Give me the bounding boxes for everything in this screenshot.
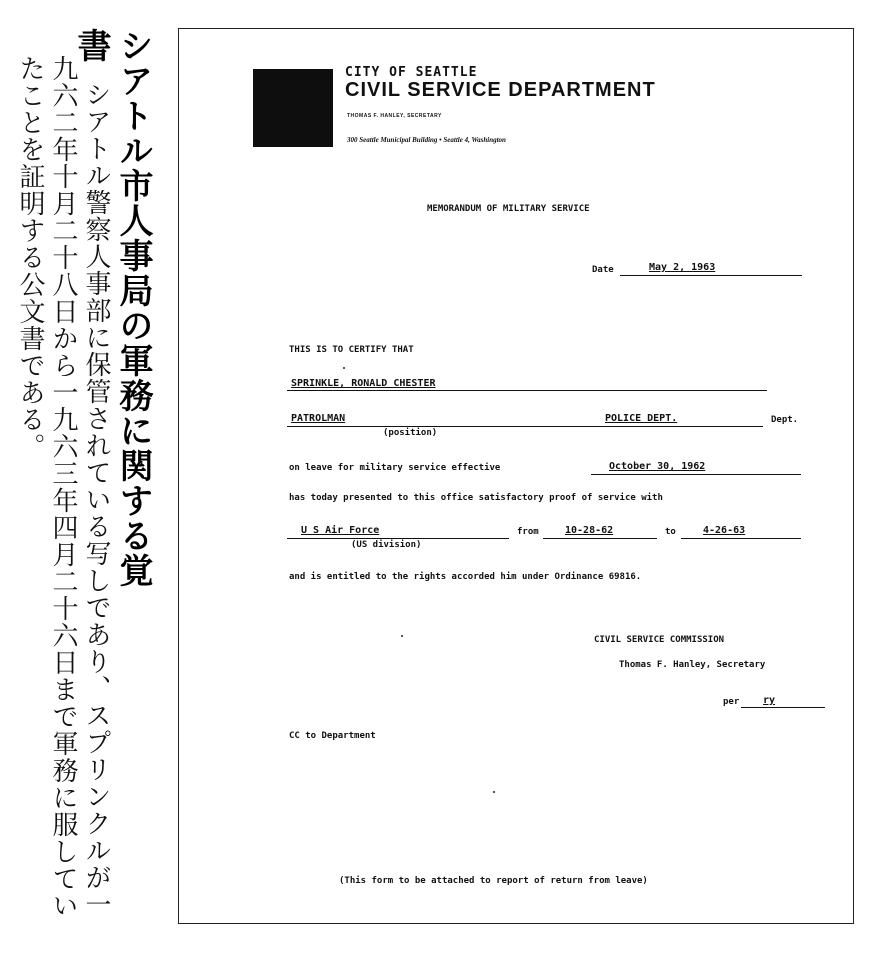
name-value: SPRINKLE, RONALD CHESTER [291, 378, 436, 389]
presented-text: has today presented to this office satisfactory proof of service with [289, 493, 663, 503]
per-value: ry [763, 695, 776, 706]
dept-label: Dept. [771, 415, 799, 425]
letterhead-department: CIVIL SERVICE DEPARTMENT [345, 79, 656, 101]
name-line [287, 390, 767, 391]
leave-date-value: October 30, 1962 [609, 461, 706, 472]
commission-name: CIVIL SERVICE COMMISSION [594, 635, 725, 645]
from-label: from [517, 527, 539, 537]
to-value: 4-26-63 [703, 525, 746, 536]
certify-text: THIS IS TO CERTIFY THAT [289, 345, 414, 355]
memo-heading: MEMORANDUM OF MILITARY SERVICE [427, 204, 590, 214]
cc-text: CC to Department [289, 731, 376, 741]
to-line [681, 538, 801, 539]
date-label: Date [592, 265, 614, 275]
letterhead-address: 300 Seattle Municipal Building • Seattle 4, Washington [347, 136, 506, 144]
division-value: U S Air Force [301, 525, 380, 536]
per-label: per [723, 697, 740, 707]
division-line [287, 538, 509, 539]
caption-body: シアトル警察人事部に保管されている写しであり、スプリンクルが一九六二年十月二十八日から一九六三年四月二十六日まで軍務に服していたことを証明する公文書である。 [15, 55, 111, 919]
entitled-text: and is entitled to the rights accorded him under Ordinance 69816. [289, 572, 642, 582]
ink-speck [343, 367, 345, 369]
memorandum-document [178, 28, 854, 924]
date-value: May 2, 1963 [649, 262, 716, 273]
division-label: (US division) [351, 540, 422, 550]
signatory-name: Thomas F. Hanley, Secretary [619, 660, 766, 670]
letterhead-secretary: THOMAS F. HANLEY, SECRETARY [347, 113, 442, 119]
position-line [287, 426, 763, 427]
from-value: 10-28-62 [565, 525, 614, 536]
position-value: PATROLMAN [291, 413, 346, 424]
per-line [741, 707, 825, 708]
date-line [620, 275, 802, 276]
caption-title: シアトル市人事局の軍務に関する覚書 [71, 28, 153, 588]
footer-note: (This form to be attached to report of return from leave) [339, 876, 648, 886]
letterhead-city: CITY OF SEATTLE [345, 65, 478, 80]
to-label: to [665, 527, 676, 537]
position-label: (position) [383, 428, 438, 438]
leave-date-line [591, 474, 801, 475]
ink-speck [401, 635, 403, 637]
from-line [543, 538, 657, 539]
leave-text: on leave for military service effective [289, 463, 501, 473]
dept-value: POLICE DEPT. [605, 413, 678, 424]
ink-speck [493, 791, 495, 793]
city-seal-logo [253, 69, 333, 147]
